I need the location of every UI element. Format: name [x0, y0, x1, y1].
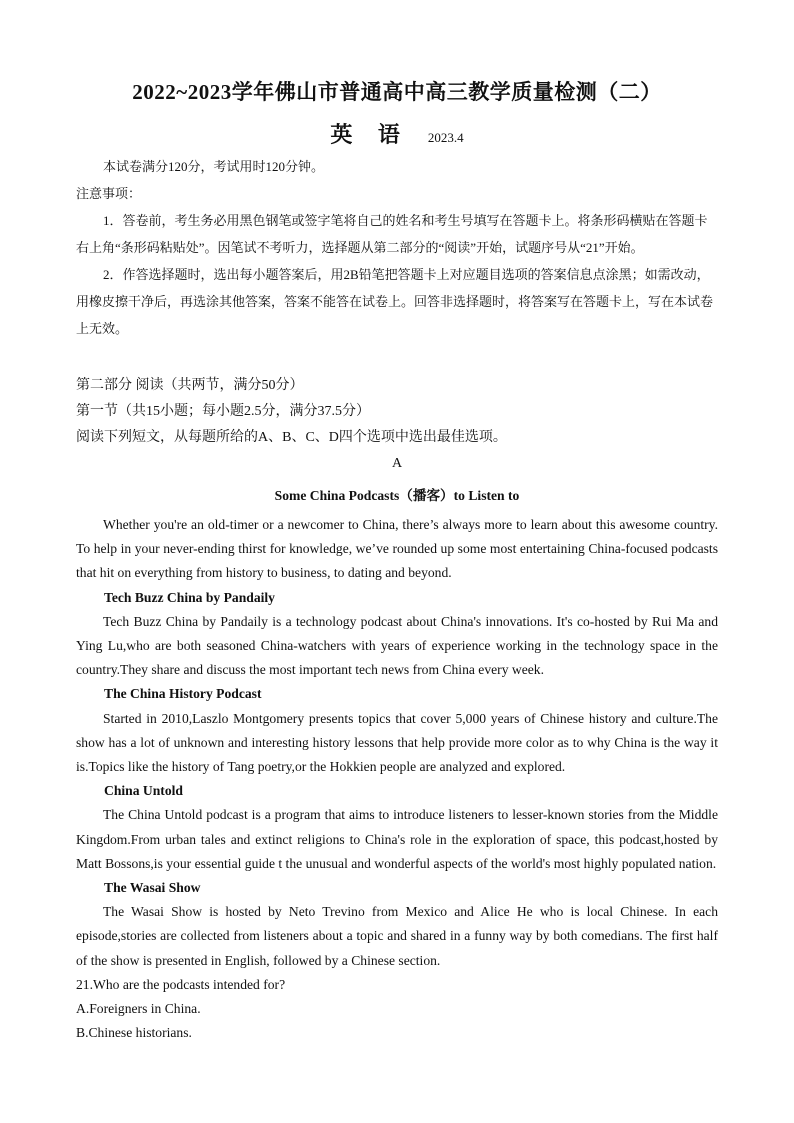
subject-name: 英 语 [330, 122, 410, 147]
subsection-title: 第一节（共15小题；每小题2.5分，满分37.5分） [76, 404, 370, 419]
podcast-heading: Tech Buzz China by Pandaily [104, 589, 275, 605]
podcast-text: Tech Buzz China by Pandaily is a technology podcast about China's innovations. It's co-hosted by Rui Ma and Ying Lu,who are both seasoned China-watchers with years of experience working in the technology space in the country.They share and discuss the most important tech news from China every week. [76, 613, 718, 678]
podcast-heading: The China History Podcast [104, 686, 262, 702]
section-header [76, 373, 718, 509]
reading-direction: 阅读下列短文，从每题所给的A、B、C、D四个选项中选出最佳选项。 [76, 430, 507, 445]
podcast-text: The Wasai Show is hosted by Neto Trevino from Mexico and Alice He who is local Chinese. In each episode,stories are collected from listeners about a topic and shared in a funny way by both comedians. The first half of the show is presented in English, followed by a Chinese section. [76, 904, 718, 968]
score-line: 本试卷满分120分，考试用时120分钟。 [103, 159, 325, 174]
option-b: B.Chinese historians. [76, 1025, 192, 1041]
notice-label: 注意事项： [76, 186, 142, 201]
notice-item-1: 1．答卷前，考生务必用黑色钢笔或签字笔将自己的姓名和考生号填写在答题卡上。将条形码横贴在答题卡右上角“条形码粘贴处”。因笔试不考听力，选择题从第二部分的“阅读”开始，试题序号从“21”开始。 [76, 213, 708, 255]
passage [76, 513, 718, 973]
passage-intro: Whether you're an old-timer or a newcomer to China, there’s always more to learn about this awesome country. To help in your never-ending thirst for knowledge, we’ve rounded up some most entertaining China-focused podcasts that hit on everything from history to business, to dating and beyond. [76, 517, 718, 581]
exam-title: 2022~2023学年佛山市普通高中高三教学质量检测（二） [132, 80, 662, 104]
passage-title: Some China Podcasts（播客）to Listen to [274, 488, 520, 503]
subject-line [0, 118, 794, 149]
passage-letter: A [391, 456, 403, 471]
part-title: 第二部分 阅读（共两节，满分50分） [76, 378, 304, 393]
question-stem: 21.Who are the podcasts intended for? [76, 977, 286, 992]
podcast-heading: The Wasai Show [104, 880, 201, 896]
instructions [76, 153, 718, 342]
podcast-heading: China Untold [104, 783, 183, 799]
podcast-text: The China Untold podcast is a program that aims to introduce listeners to lesser-known stories from the Middle Kingdom.From urban tales and extinct religions to China's role in the exploration of space, this podcast,hosted by Matt Bossons,is your essential guide t the unusual and wonderful aspects of the world's most highly populated nation. [76, 807, 718, 871]
notice-item-2: 2．作答选择题时，选出每小题答案后，用2B铅笔把答题卡上对应题目选项的答案信息点涂黑；如需改动，用橡皮擦干净后，再选涂其他答案，答案不能答在试卷上。回答非选择题时，将答案写在答题卡上，写在本试卷上无效。 [76, 267, 714, 336]
podcast-text: Started in 2010,Laszlo Montgomery presents topics that cover 5,000 years of Chinese history and culture.The show has a lot of unknown and interesting history lessons that help provide more color as to why China is the way it is.Topics like the history of Tang poetry,or the Hokkien people are analyzed and explored. [76, 710, 718, 775]
question-21 [76, 973, 718, 1046]
exam-date: 2023.4 [427, 130, 464, 145]
option-a: A.Foreigners in China. [76, 1001, 201, 1017]
